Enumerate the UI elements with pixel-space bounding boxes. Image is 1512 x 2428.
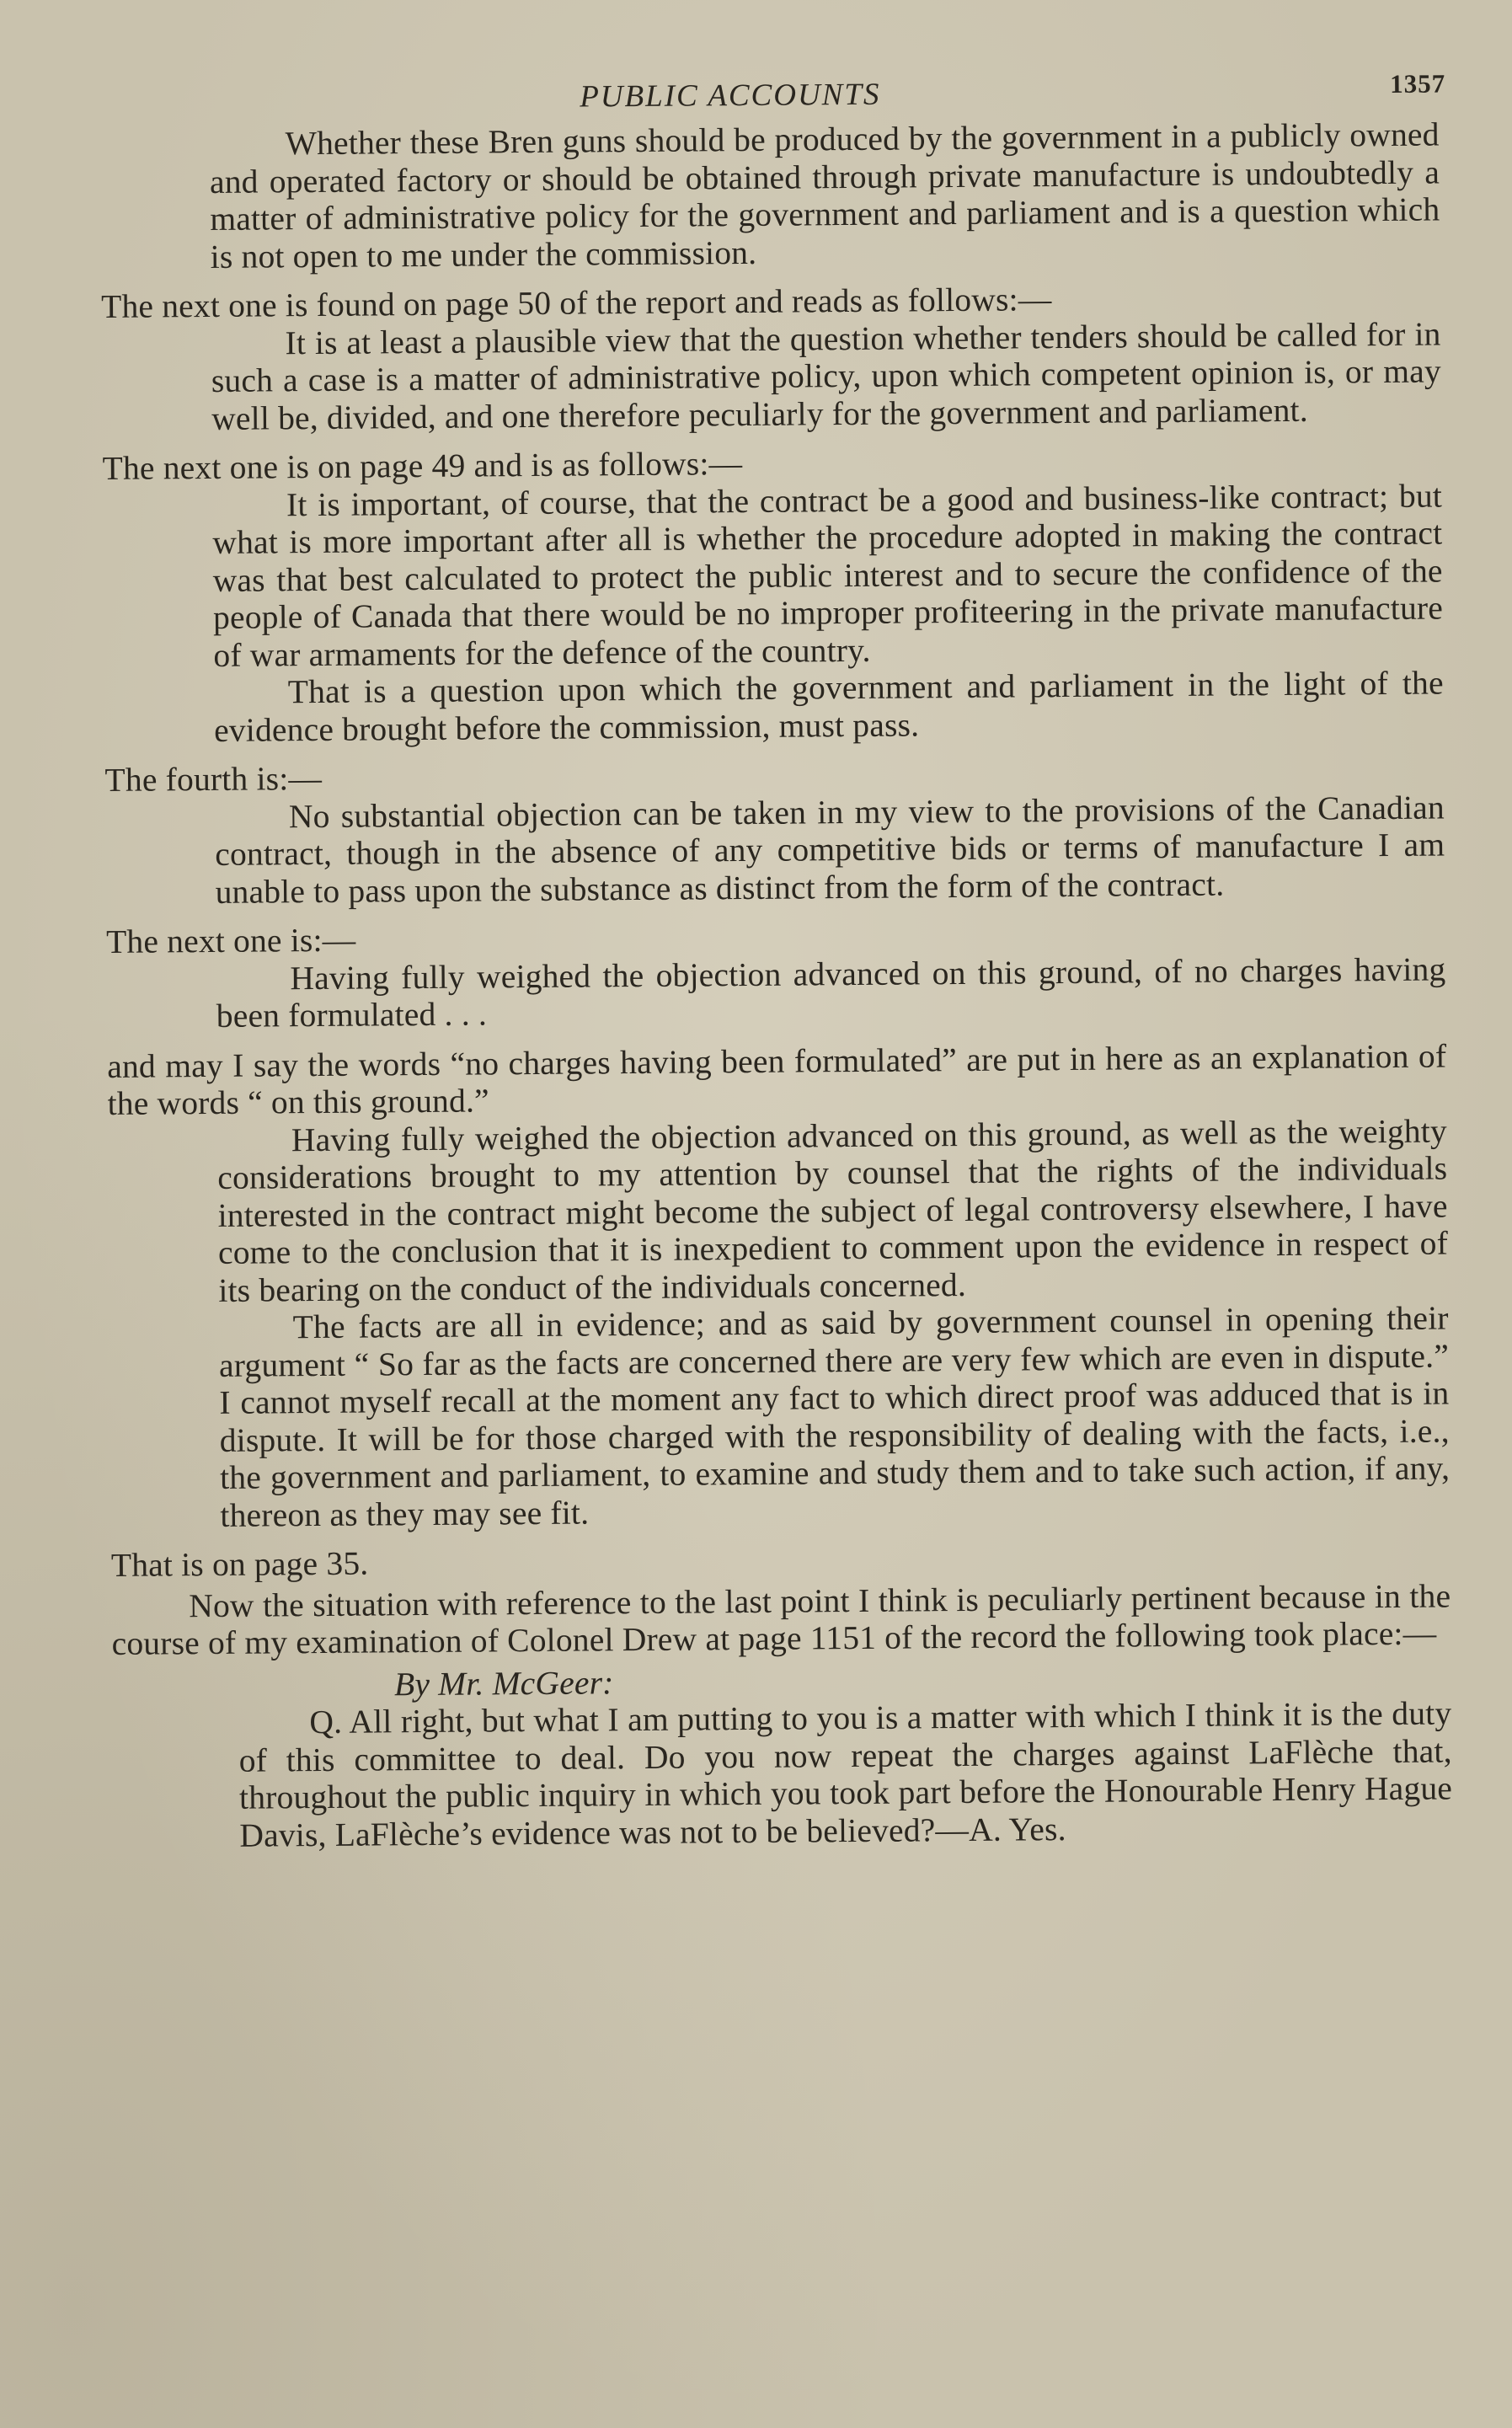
paragraph: The next one is found on page 50 of the report and reads as follows:— [100,281,1052,325]
paragraph: The fourth is:— [104,759,323,799]
paragraph: The next one is:— [105,921,356,960]
quoted-paragraph: It is important, of course, that the contract be a good and business-like contract; but what is more important after all is whether the procedure adopted in making the contract was that best calculated to protect the public interest and to secure the confidence of the people of Canada that there would be no improper profiteering in the private manufacture of war armaments for the defence of the country. [212,476,1444,674]
quoted-paragraph: Whether these Bren guns should be produced by the government in a publicly owned and operated factory or should be obtained through private manufacture is undoubtedly a matter of administrative policy for the government and parliament and is a question which is not open to me under the commission. [209,115,1440,275]
document-page [99,64,1453,1855]
paragraph: The next one is on page 49 and is as follows:— [102,445,743,487]
page-header [99,64,1446,126]
body-text [99,116,1452,1855]
quoted-paragraph: It is at least a plausible view that the question whether tenders should be called for in such a case is a matter of administrative policy, upon which competent opinion is, or may well be, divided, and one therefore peculiarly for the government and parliament. [211,315,1441,437]
quoted-paragraph: Having fully weighed the objection advanced on this ground, of no charges having been formulated . . . [216,949,1446,1035]
page-number: 1357 [1389,68,1446,99]
quoted-paragraph: Having fully weighed the objection advanced on this ground, as well as the weighty considerations brought to my attention by counsel that the rights of the individuals interested in the contract might become the subject of legal controversy elsewhere, I have come to the conclusion that it is inexpedient to comment upon the evidence in respect of its bearing on the conduct of the individuals concerned. [217,1111,1449,1309]
paragraph: That is on page 35. [110,1544,369,1584]
paragraph: and may I say the words “no charges having been formulated” are put in here as an explanation of the words “ on this ground.” [107,1036,1447,1122]
quoted-paragraph: No substantial objection can be taken in my view to the provisions of the Canadian contract, though in the absence of any competitive bids or terms of manufacture I am unable to pass upon the substance as distinct from the form of the contract. [215,788,1445,911]
speaker-label: By Mr. McGeer: [393,1663,614,1703]
running-title: PUBLIC ACCOUNTS [580,77,881,115]
question-answer: Q. All right, but what I am putting to you is a matter with which I think it is the duty of this committee to deal. Do you now repeat the charges against LaFlèche that, throughout the public inquiry in which you took part before the Honourable Henry Hague Davis, LaFlèche’s evidence was not to be believed?—A. Yes. [238,1694,1453,1854]
quoted-paragraph: That is a question upon which the government and parliament in the light of the evidence brought before the commission, must pass. [213,664,1444,749]
quoted-paragraph: The facts are all in evidence; and as said by government counsel in opening their argument “ So far as the facts are concerned there are very few which are even in dispute.” I cannot myself recall at the moment any fact to which direct proof was adduced that is in dispute. It will be for those charged with the responsibility of dealing with the facts, i.e., the government and parliament, to examine and study them and to take such action, if any, thereon as they may see fit. [218,1299,1451,1534]
paragraph: Now the situation with reference to the last point I think is peculiarly pertinent because in the course of my examination of Colonel Drew at page 1151 of the record the following took place:— [111,1576,1451,1662]
